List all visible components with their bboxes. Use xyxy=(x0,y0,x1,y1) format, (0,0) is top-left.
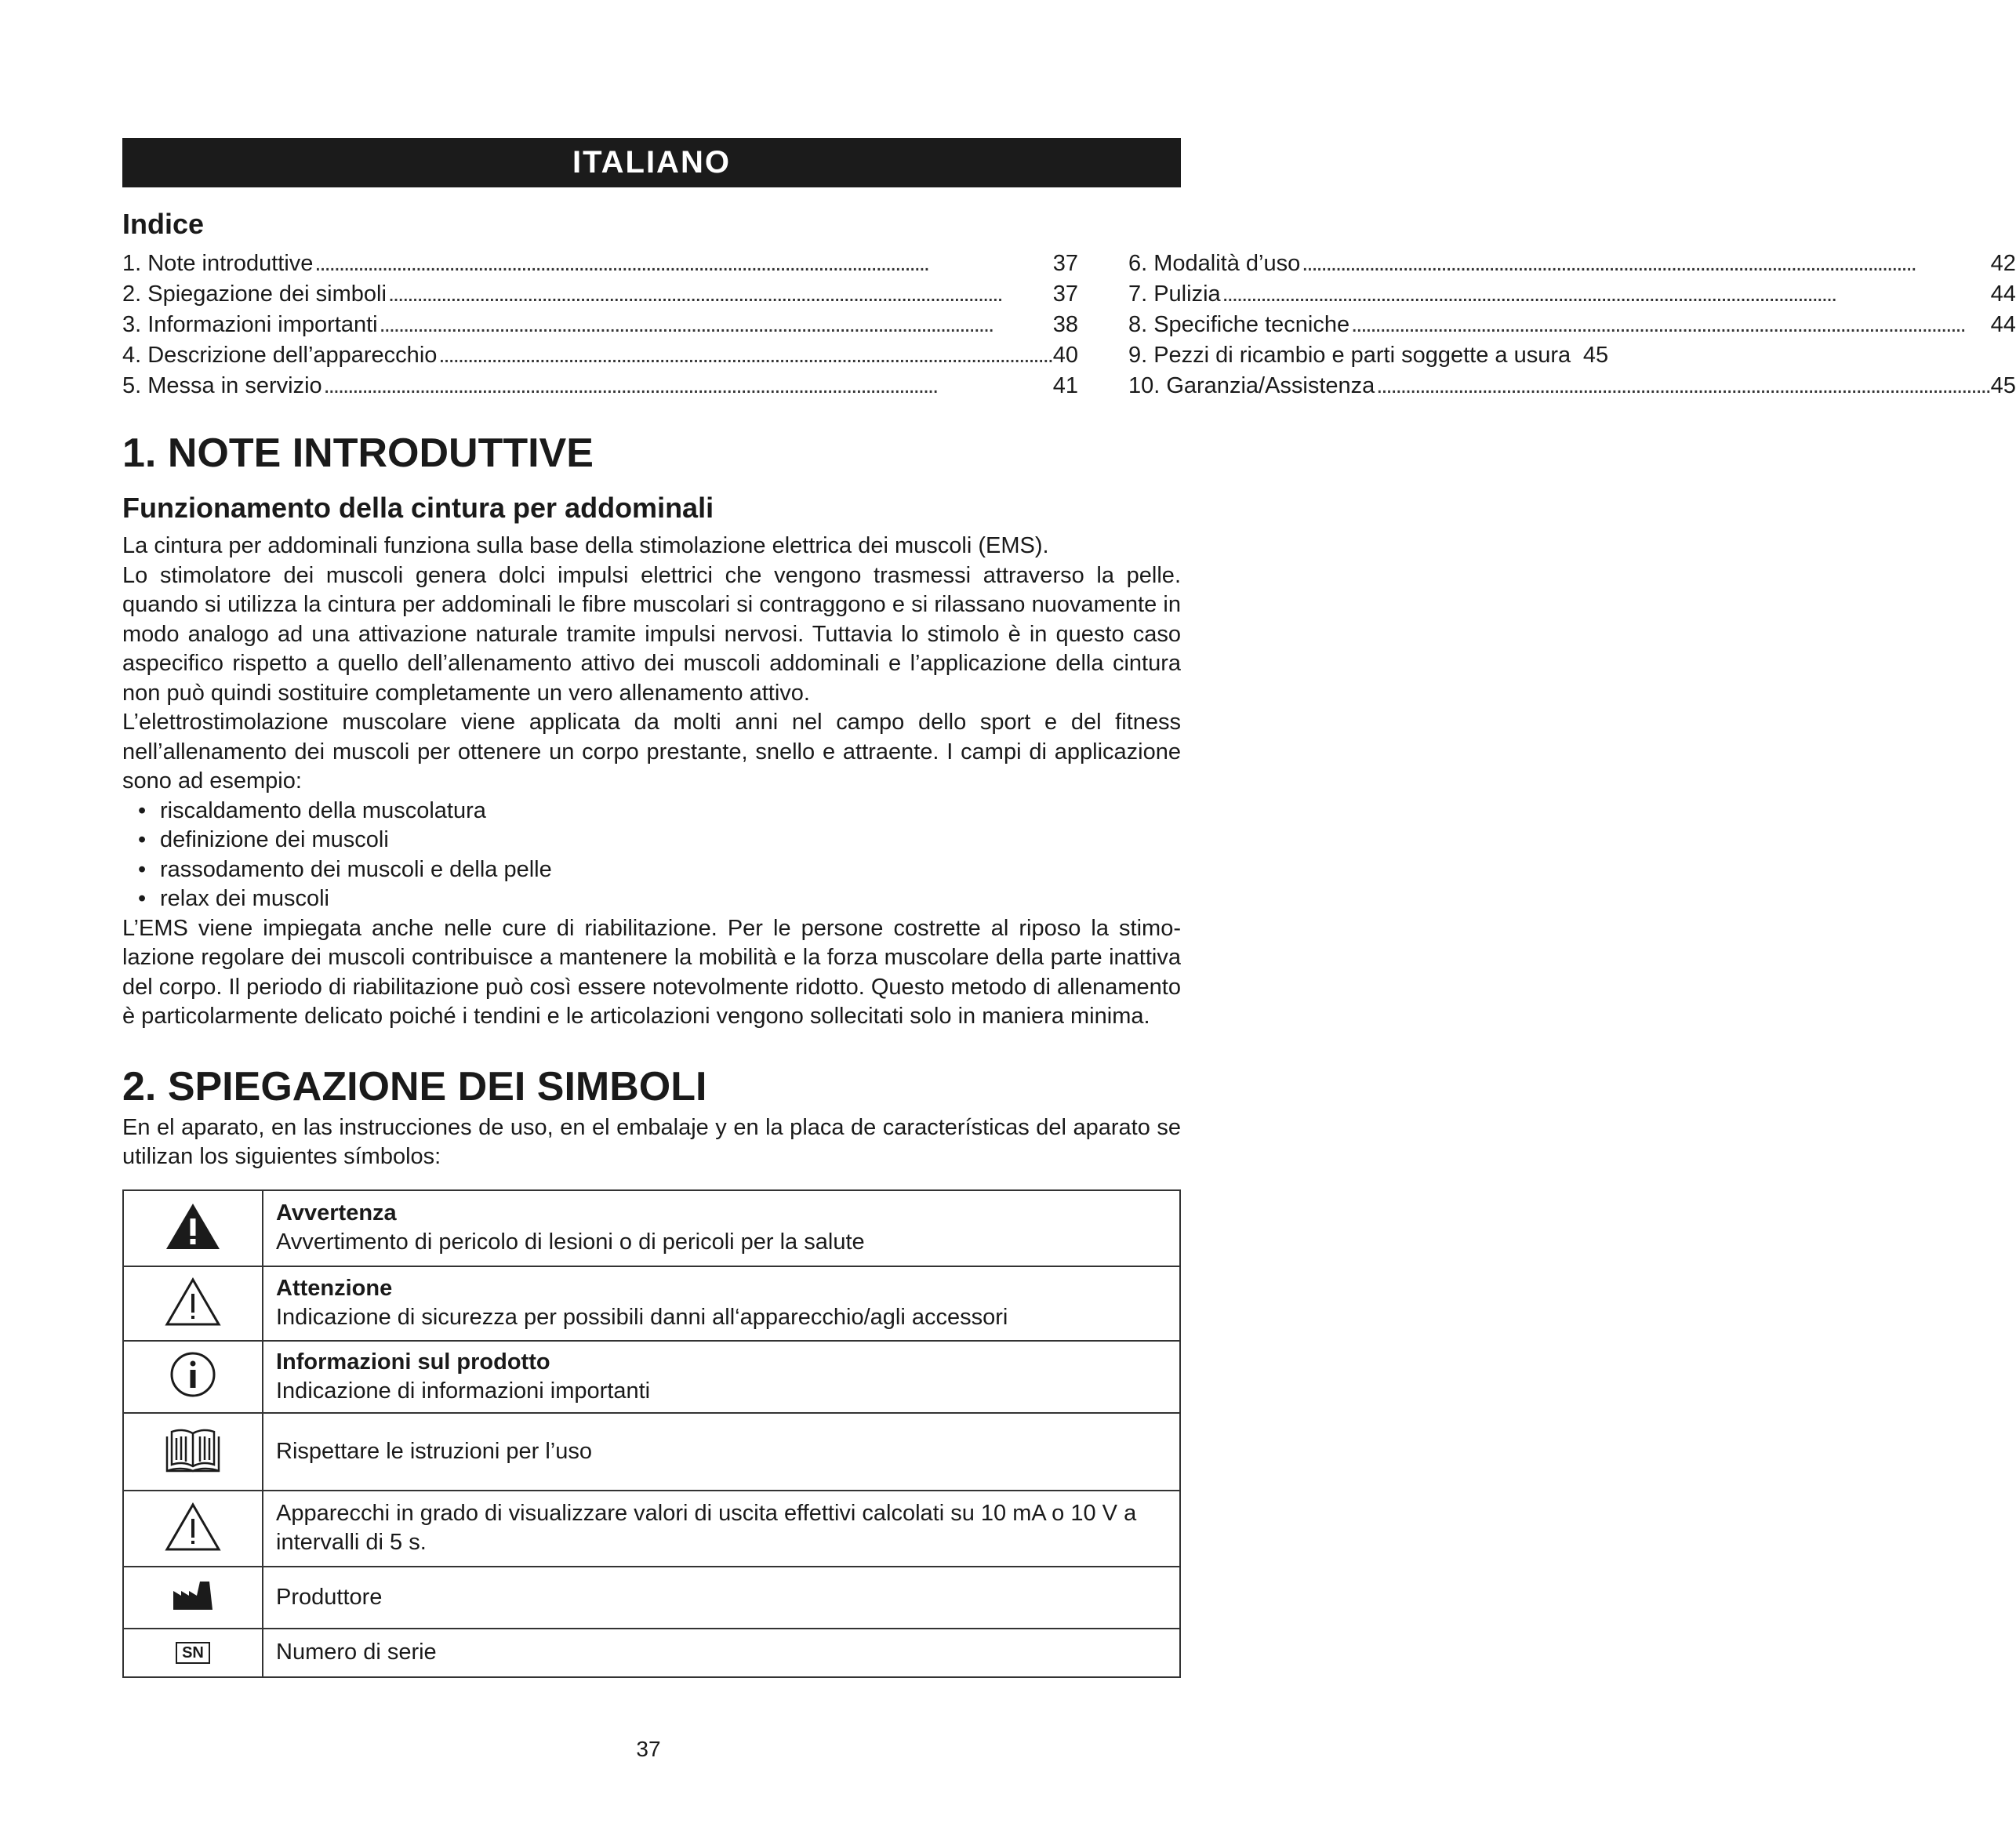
paragraph: L’EMS viene impiegata anche nelle cure di riabilitazione. Per le persone costrette al riposo la stimolazione regolare dei muscoli contribuisce a mantenere la mobilità e la forza muscolare della parte inattiva del corpo. Il periodo di riabilitazione può così essere notevolmente ridotto. Questo metodo di allenamento è particolarmente delicato poiché i tendini e le articolazioni vengono sollecitati solo in maniera minima. xyxy=(122,915,1181,1029)
caution-outline-icon xyxy=(165,1316,221,1330)
toc-left-column xyxy=(122,249,1078,401)
toc-item[interactable]: 10. Garanzia/Assistenza . . . 45 xyxy=(1128,371,2016,401)
symbol-description: Produttore xyxy=(276,1584,383,1610)
symbol-title: Avvertenza xyxy=(276,1200,397,1226)
table-row xyxy=(123,1629,1180,1677)
symbol-title: Attenzione xyxy=(276,1276,393,1301)
manual-book-icon xyxy=(164,1464,222,1477)
table-row xyxy=(123,1413,1180,1491)
toc-item[interactable]: 3. Informazioni importanti . . . 38 xyxy=(122,310,1078,340)
toc-item[interactable]: 4. Descrizione dell’apparecchio . . . 40 xyxy=(122,340,1078,371)
symbol-description: Indicazione di sicurezza per possibili danni all‘apparecchio/agli accessori xyxy=(276,1305,1008,1330)
symbol-description: Apparecchi in grado di visualizzare valori di uscita effettivi calcolati su 10 mA o 10 V a intervalli di 5 s. xyxy=(276,1501,1137,1555)
language-label: ITALIANO xyxy=(572,145,731,180)
toc-item[interactable]: 6. Modalità d’uso . . . 42 xyxy=(1128,249,2016,279)
symbol-description: Numero di serie xyxy=(276,1640,437,1665)
section-1-subheading: Funzionamento della cintura per addominali xyxy=(122,492,714,524)
table-row xyxy=(123,1266,1180,1341)
toc-item[interactable]: 7. Pulizia . . . 44 xyxy=(1128,279,2016,310)
page-number: 37 xyxy=(636,1737,661,1761)
table-row xyxy=(123,1341,1180,1413)
table-row xyxy=(123,1567,1180,1629)
symbol-title: Informazioni sul prodotto xyxy=(276,1349,550,1375)
toc-item[interactable]: 1. Note introduttive . . . 37 xyxy=(122,249,1078,279)
paragraph: L’elettrostimolazione muscolare viene applicata da molti anni nel campo dello sport e del fitness nell’allenamento dei muscoli per ottenere un corpo prestante, snello e attraente. I campi di applicazione sono ad esempio: xyxy=(122,710,1181,794)
symbol-description: Indicazione di informazioni importanti xyxy=(276,1378,651,1404)
toc-item[interactable]: 8. Specifiche tecniche . . . 44 xyxy=(1128,310,2016,340)
list-item: • relax dei muscoli xyxy=(138,884,1181,914)
symbols-table xyxy=(122,1189,1181,1678)
toc-item[interactable]: 9. Pezzi di ricambio e parti soggette a usura 45 xyxy=(1128,343,1609,368)
paragraph: Lo stimolatore dei muscoli genera dolci impulsi elettrici che vengono trasmessi attraverso la pelle. quando si utilizza la cintura per addominali le fibre muscolari si contraggono e si rilassano nuovamente in modo analogo ad una attivazione naturale tramite impulsi nervosi. Tuttavia lo stimolo è in questo caso aspecifico rispetto a quello dell’allenamento attivo dei muscoli addominali e l’applicazione della cintura non può quindi sostituire completamente un vero allenamento attivo. xyxy=(122,562,1181,706)
manufacturer-icon xyxy=(172,1601,214,1614)
list-item: • rassodamento dei muscoli e della pelle xyxy=(138,855,1181,885)
application-list xyxy=(122,797,1181,914)
section-1-heading: 1. NOTE INTRODUTTIVE xyxy=(122,430,594,476)
table-row xyxy=(123,1491,1180,1567)
section-2-heading: 2. SPIEGAZIONE DEI SIMBOLI xyxy=(122,1063,707,1109)
serial-number-icon: SN xyxy=(176,1642,210,1664)
warning-filled-icon xyxy=(165,1241,221,1255)
caution-outline-icon xyxy=(165,1542,221,1555)
manual-page xyxy=(122,138,2016,1678)
info-icon xyxy=(169,1389,217,1402)
table-row xyxy=(123,1190,1180,1266)
toc-item[interactable]: 2. Spiegazione dei simboli . . . 37 xyxy=(122,279,1078,310)
symbol-description: Avvertimento di pericolo di lesioni o di pericoli per la salute xyxy=(276,1229,865,1255)
toc-right-column xyxy=(1128,249,2016,401)
paragraph: La cintura per addominali funziona sulla base della stimolazione elettrica dei muscoli (EMS). xyxy=(122,533,1049,558)
table-of-contents xyxy=(122,249,2016,401)
list-item: • riscaldamento della muscolatura xyxy=(138,797,1181,826)
symbol-description: Rispettare le istruzioni per l’uso xyxy=(276,1438,592,1464)
language-header xyxy=(122,138,1181,187)
paragraph: En el aparato, en las instrucciones de uso, en el embalaje y en la placa de características del aparato se utilizan los siguientes símbolos: xyxy=(122,1114,1181,1169)
toc-item[interactable]: 5. Messa in servizio . . . 41 xyxy=(122,371,1078,401)
toc-title: Indice xyxy=(122,208,205,240)
list-item: • definizione dei muscoli xyxy=(138,826,1181,855)
